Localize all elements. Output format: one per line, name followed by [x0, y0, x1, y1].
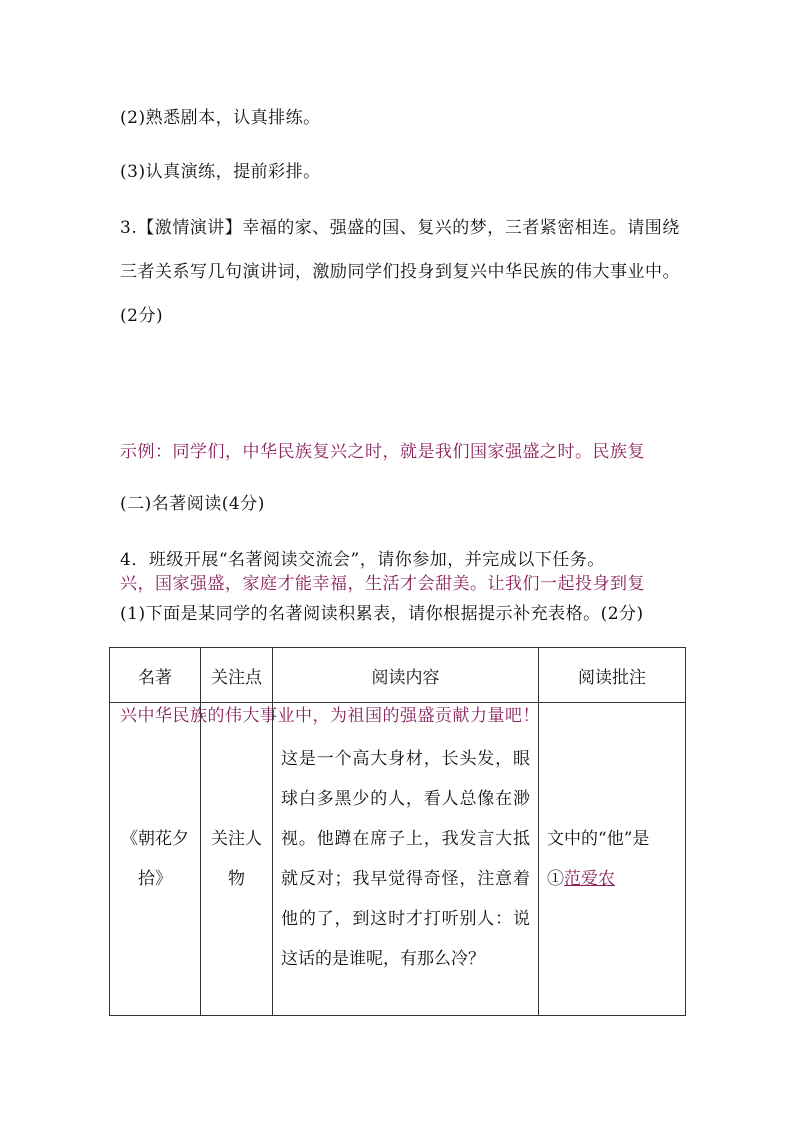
note-answer: 范爱农	[564, 869, 615, 889]
answer-line: 兴，国家强盛，家庭才能幸福，生活才会甜美。让我们一起投身到复	[120, 574, 645, 594]
answer-line: 兴中华民族的伟大事业中，为祖国的强盛贡献力量吧！	[120, 706, 540, 726]
cell-content: 这是一个高大身材，长头发，眼球白多黑少的人，看人总像在渺视。他蹲在席子上，我发言大抵就反对；我早觉得奇怪，注意着他的了，到这时才打听别人：说这话的是谁呢，有那么冷？	[273, 703, 539, 1016]
reading-table	[109, 647, 686, 1016]
section-2-heading: (二)名著阅读(4分)	[120, 494, 265, 514]
table-header-row	[110, 648, 686, 703]
header-content: 阅读内容	[273, 648, 539, 703]
question-3-text: 3.【激情演讲】幸福的家、强盛的国、复兴的梦，三者紧密相连。请围绕三者关系写几句演讲词，激励同学们投身到复兴中华民族的伟大事业中。(2分)	[120, 218, 680, 326]
table-row	[110, 703, 686, 1016]
item-2-text: (2)熟悉剧本，认真排练。	[120, 108, 321, 128]
cell-focus: 关注人物	[201, 703, 273, 1016]
question-4-text: 4．班级开展“名著阅读交流会”，请你参加，并完成以下任务。	[120, 550, 605, 570]
header-book: 名著	[110, 648, 201, 703]
header-focus: 关注点	[201, 648, 273, 703]
cell-note	[539, 703, 686, 1016]
note-prefix: 文中的“他”是	[547, 829, 650, 849]
cell-book: 《朝花夕拾》	[110, 703, 201, 1016]
note-marker: ①	[547, 869, 564, 889]
header-note: 阅读批注	[539, 648, 686, 703]
question-4-1-text: (1)下面是某同学的名著阅读积累表，请你根据提示补充表格。(2分)	[120, 604, 644, 624]
item-3-text: (3)认真演练，提前彩排。	[120, 162, 321, 182]
answer-line: 示例：同学们，中华民族复兴之时，就是我们国家强盛之时。民族复	[120, 442, 645, 462]
